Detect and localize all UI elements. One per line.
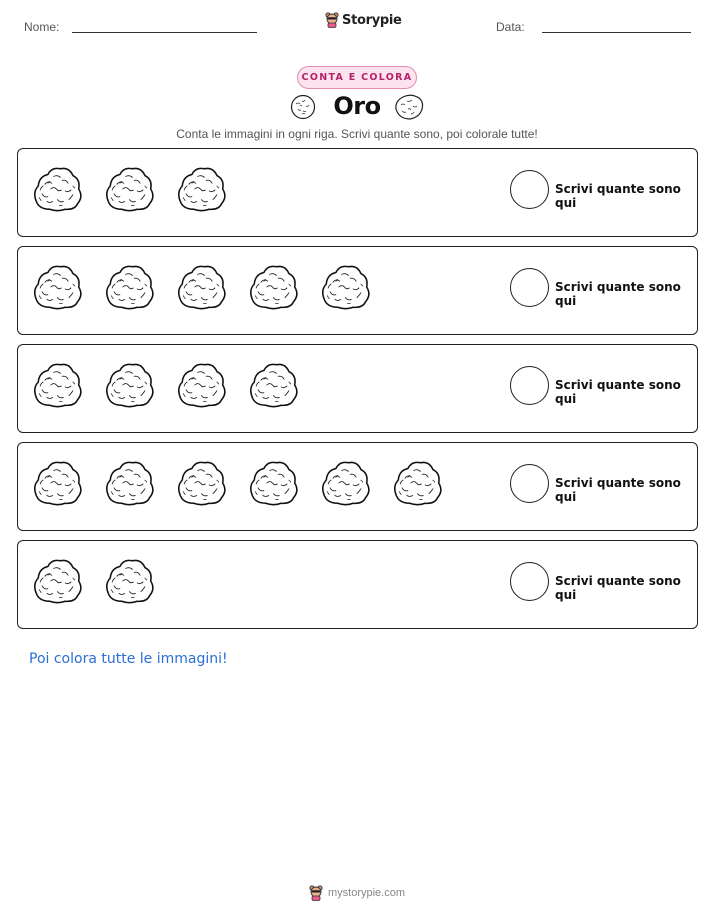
answer-label: Scrivi quante sono qui — [555, 476, 681, 504]
gold-nugget-icon — [30, 555, 85, 607]
gold-nugget-icon — [390, 457, 445, 509]
counting-row — [17, 246, 698, 335]
gold-nugget-icon — [102, 163, 157, 215]
counting-rows — [17, 148, 698, 638]
name-label: Nome: — [24, 20, 60, 34]
bear-mascot-icon — [325, 12, 339, 28]
name-line — [72, 32, 257, 33]
bear-mascot-icon — [309, 885, 323, 901]
instructions: Conta le immagini in ogni riga. Scrivi quante sono, poi colorale tutte! — [176, 127, 538, 141]
activity-badge: CONTA E COLORA — [297, 66, 417, 89]
gold-nugget-icon — [102, 555, 157, 607]
gold-nugget-oval-icon — [393, 93, 425, 121]
answer-circle[interactable] — [510, 464, 549, 503]
gold-nugget-icon — [174, 261, 229, 313]
date-line — [542, 32, 691, 33]
counting-row — [17, 148, 698, 237]
title-row — [0, 92, 714, 122]
row-items — [30, 457, 445, 517]
gold-nugget-icon — [174, 359, 229, 411]
row-items — [30, 261, 373, 321]
brand-name: Storypie — [342, 12, 402, 28]
gold-nugget-icon — [102, 457, 157, 509]
row-items — [30, 555, 157, 615]
counting-row — [17, 442, 698, 531]
answer-label: Scrivi quante sono qui — [555, 280, 681, 308]
gold-nugget-icon — [246, 261, 301, 313]
gold-nugget-icon — [30, 163, 85, 215]
answer-circle[interactable] — [510, 562, 549, 601]
counting-row — [17, 344, 698, 433]
gold-nugget-icon — [246, 457, 301, 509]
gold-nugget-icon — [174, 457, 229, 509]
gold-nugget-icon — [174, 163, 229, 215]
site-url: mystorypie.com — [327, 887, 406, 899]
page-title: Oro — [333, 92, 381, 120]
answer-label: Scrivi quante sono qui — [555, 182, 681, 210]
answer-label: Scrivi quante sono qui — [555, 378, 681, 406]
row-items — [30, 163, 229, 223]
color-instruction: Poi colora tutte le immagini! — [29, 651, 228, 667]
gold-nugget-icon — [246, 359, 301, 411]
gold-nugget-icon — [318, 457, 373, 509]
site-footer — [0, 885, 714, 901]
gold-nugget-icon — [318, 261, 373, 313]
date-label: Data: — [496, 20, 525, 34]
row-items — [30, 359, 301, 419]
answer-label: Scrivi quante sono qui — [555, 574, 681, 602]
answer-circle[interactable] — [510, 170, 549, 209]
gold-nugget-icon — [30, 359, 85, 411]
counting-row — [17, 540, 698, 629]
worksheet-header — [0, 0, 714, 50]
answer-circle[interactable] — [510, 366, 549, 405]
gold-nugget-icon — [102, 261, 157, 313]
gold-nugget-icon — [102, 359, 157, 411]
gold-nugget-icon — [30, 261, 85, 313]
answer-circle[interactable] — [510, 268, 549, 307]
gold-nugget-icon — [30, 457, 85, 509]
brand-logo — [325, 12, 402, 28]
